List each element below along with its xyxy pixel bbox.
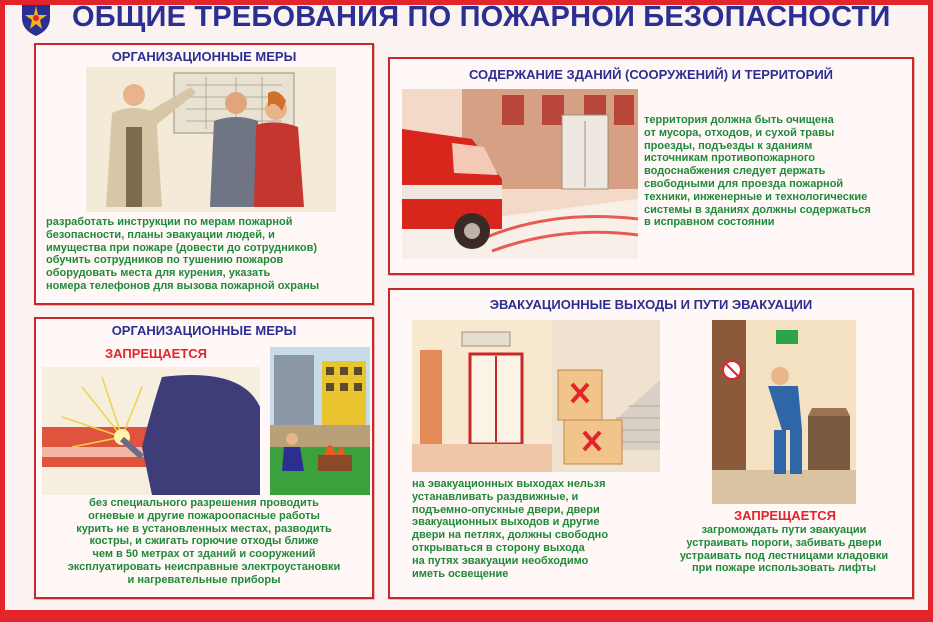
text-line: эксплуатировать неисправные электроустановки xyxy=(67,560,341,573)
text-line: проезды, подъезды к зданиям xyxy=(644,139,813,152)
text-line: техники, инженерные и технологические xyxy=(644,190,868,203)
page-title: ОБЩИЕ ТРЕБОВАНИЯ ПО ПОЖАРНОЙ БЕЗОПАСНОСТИ xyxy=(72,1,891,33)
text-line: открываться в сторону выхода xyxy=(412,541,585,554)
panel-title: ОРГАНИЗАЦИОННЫЕ МЕРЫ xyxy=(111,49,297,64)
text-line: источникам противопожарного xyxy=(644,152,815,165)
text-line: устраивать пороги, забивать двери xyxy=(686,536,882,549)
panel-organizational-measures xyxy=(34,43,374,305)
text-line: обучить сотрудников по тушению пожаров xyxy=(46,254,284,267)
text-line: и нагревательные приборы xyxy=(127,573,281,586)
text-line: без специального разрешения проводить xyxy=(89,497,319,509)
text-line: системы в зданиях должны содержаться xyxy=(644,203,871,216)
text-line: номера телефонов для вызова пожарной охраны xyxy=(46,279,320,292)
panel-organizational-prohibited xyxy=(34,317,374,599)
text-line: безопасности, планы эвакуации людей, и xyxy=(46,228,275,241)
text-line: при пожаре использовать лифты xyxy=(692,562,876,575)
burning-waste-illustration xyxy=(270,347,370,495)
text-line: эвакуационных выходов и другие xyxy=(412,516,600,529)
panel-text xyxy=(44,497,364,587)
publisher-footer: ООО «ФЭС» 672012, Забайкальский край, г. Чита, ул. Новобульварная, 36, офис 409; тел. 71-34-34, 57-00-35 xyxy=(8,612,466,622)
text-line: территория должна быть очищена xyxy=(644,114,834,126)
prohibited-label: ЗАПРЕЩАЕТСЯ xyxy=(733,508,837,523)
text-line: свободными для проезда пожарной xyxy=(644,177,844,190)
text-line: курить не в установленных местах, разводить xyxy=(76,522,332,535)
panel-evacuation-exits xyxy=(388,288,914,599)
panel-text-left xyxy=(412,478,608,580)
text-line: иметь освещение xyxy=(412,567,509,580)
text-line: огневые и другие пожароопасные работы xyxy=(88,509,320,522)
text-line: имущества при пожаре (довести до сотрудников) xyxy=(46,241,318,254)
meeting-illustration xyxy=(86,67,336,212)
text-line: на эвакуационных выходах нельзя xyxy=(412,478,606,490)
fire-truck-illustration xyxy=(402,89,638,259)
panel-title: ЭВАКУАЦИОННЫЕ ВЫХОДЫ И ПУТИ ЭВАКУАЦИИ xyxy=(489,297,813,312)
emchs-emblem-icon xyxy=(14,0,58,36)
text-line: костры, и сжигать горючие отходы ближе xyxy=(89,535,319,548)
text-line: двери на петлях, должны свободно xyxy=(412,529,609,542)
panel-title: СОДЕРЖАНИЕ ЗДАНИЙ (СООРУЖЕНИЙ) И ТЕРРИТОРИЙ xyxy=(468,67,834,82)
text-line: чем в 50 метрах от зданий и сооружений xyxy=(92,548,316,561)
panel-text-right xyxy=(662,524,906,575)
text-line: устанавливать раздвижные, и xyxy=(412,490,579,503)
panel-text xyxy=(46,216,319,293)
prohibited-label: ЗАПРЕЩАЕТСЯ xyxy=(104,346,208,361)
text-line: в исправном состоянии xyxy=(644,216,775,229)
text-line: оборудовать места для курения, указать xyxy=(46,267,271,280)
panel-text xyxy=(644,114,871,229)
text-line: устраивать под лестницами кладовки xyxy=(679,549,889,562)
panel-title: ОРГАНИЗАЦИОННЫЕ МЕРЫ xyxy=(111,323,297,338)
panel-buildings-territories xyxy=(388,57,914,275)
text-line: загромождать пути эвакуации xyxy=(701,524,867,536)
text-line: на путях эвакуации необходимо xyxy=(412,554,589,567)
welding-illustration xyxy=(42,367,260,495)
evacuation-exit-illustration xyxy=(412,320,660,472)
text-line: подъемно-опускные двери, двери xyxy=(412,503,600,516)
text-line: от мусора, отходов, и сухой травы xyxy=(644,126,835,139)
text-line: водоснабжения следует держать xyxy=(644,165,826,178)
blocked-exit-illustration xyxy=(712,320,856,504)
text-line: разработать инструкции по мерам пожарной xyxy=(46,216,293,228)
